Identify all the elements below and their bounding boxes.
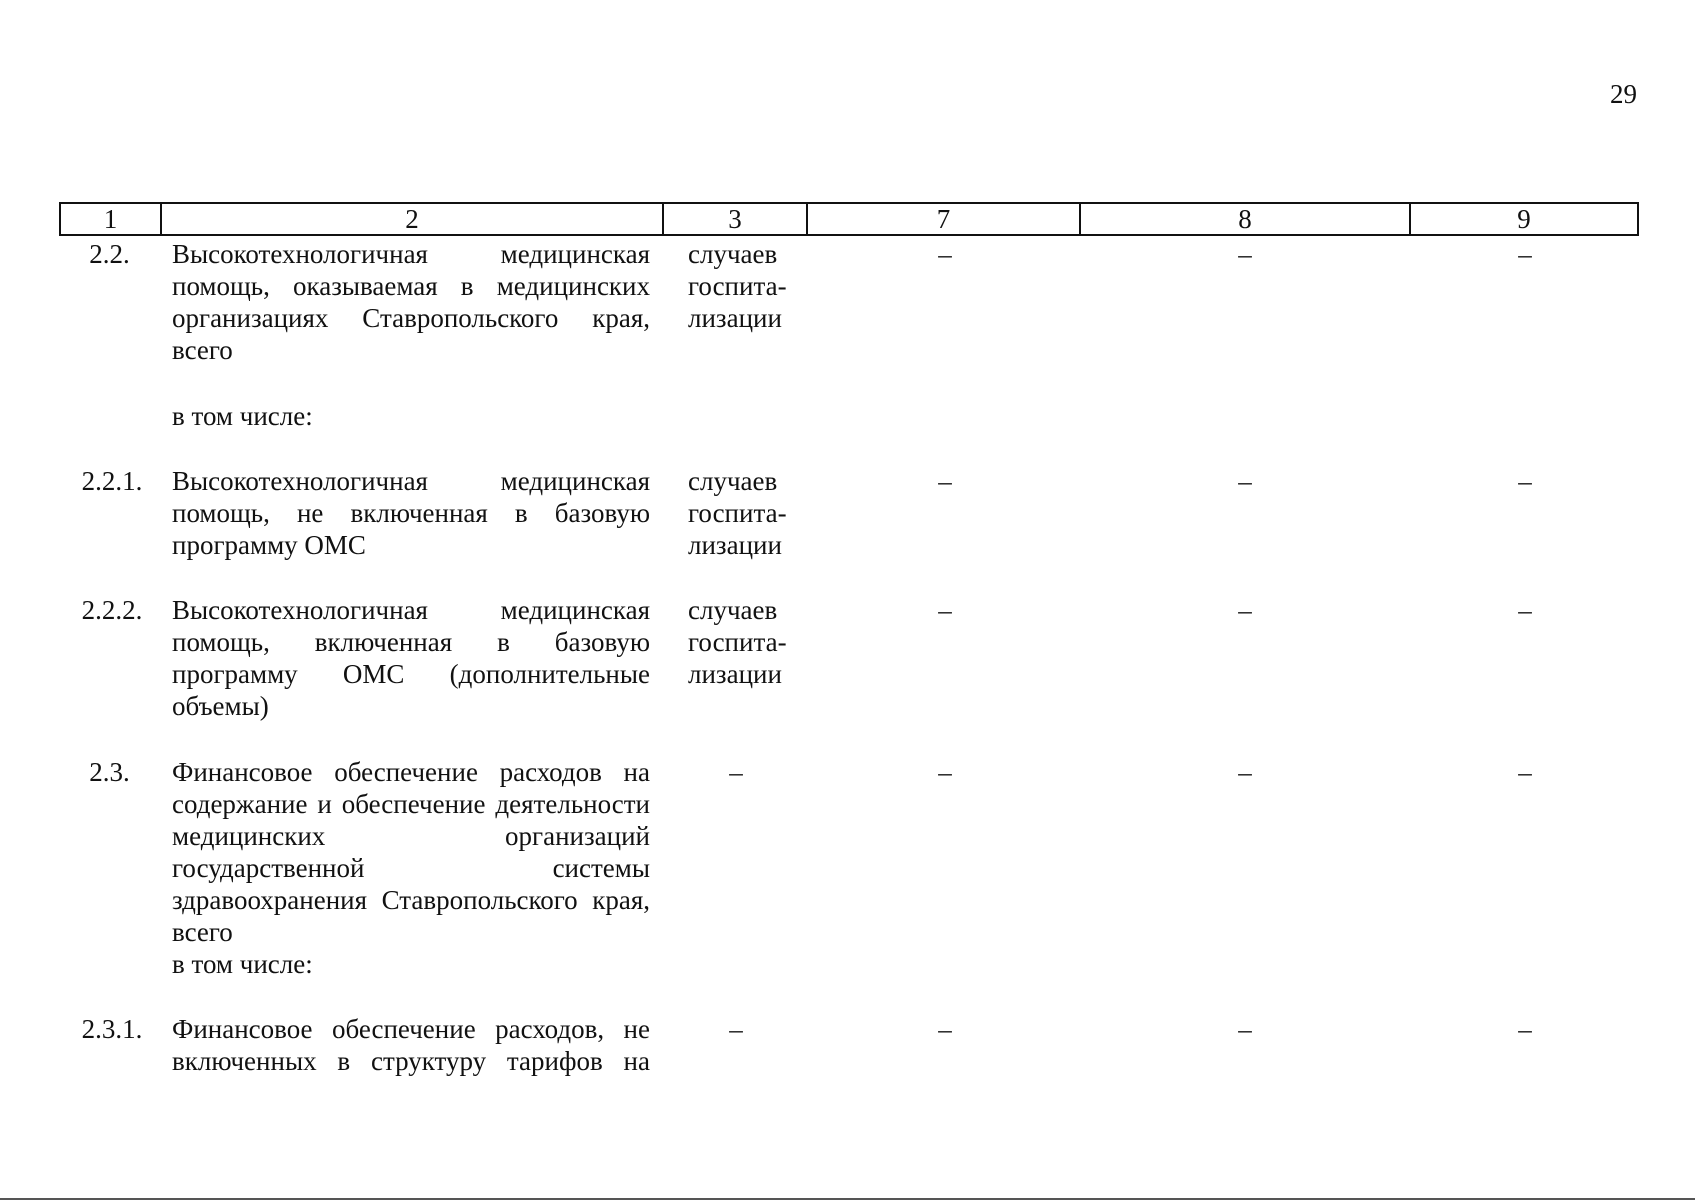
row-unit: случаев госпита- лизации	[688, 466, 787, 560]
row-col-9: –	[1518, 1014, 1532, 1044]
row-description: Высокотехнологичная медицинская помощь, оказываемая в медицинских организациях Ставропольского края, всего	[172, 239, 650, 365]
row-number: 2.3.	[89, 757, 130, 787]
row-description: Высокотехнологичная медицинская помощь, не включенная в базовую программу ОМС	[172, 466, 650, 560]
table-header	[59, 202, 1639, 236]
row-unit: случаев госпита- лизации	[688, 595, 787, 689]
row-col-7: –	[938, 466, 952, 496]
row-col-8: –	[1238, 1014, 1252, 1044]
row-description: Финансовое обеспечение расходов на содержание и обеспечение деятельности медицинских организаций государственной системы здравоохранения Ставропольского края, всего	[172, 757, 650, 947]
row-description: Высокотехнологичная медицинская помощь, включенная в базовую программу ОМС (дополнительные объемы)	[172, 595, 650, 721]
row-description: Финансовое обеспечение расходов, не включенных в структуру тарифов на	[172, 1014, 650, 1076]
subheading: в том числе:	[172, 401, 313, 431]
header-col-9: 9	[1517, 204, 1531, 234]
row-col-7: –	[938, 1014, 952, 1044]
row-col-7: –	[938, 595, 952, 625]
row-number: 2.2.1.	[81, 466, 143, 496]
subheading: в том числе:	[172, 949, 313, 979]
row-col-3: –	[729, 1014, 743, 1044]
row-number: 2.2.2.	[81, 595, 143, 625]
row-number: 2.3.1.	[81, 1014, 143, 1044]
row-col-8: –	[1238, 239, 1252, 269]
header-col-3: 3	[664, 204, 808, 234]
row-unit: случаев госпита- лизации	[688, 239, 787, 333]
header-col-8: 8	[1081, 204, 1411, 234]
row-col-8: –	[1238, 757, 1252, 787]
row-col-7: –	[938, 757, 952, 787]
page-number: 29	[1610, 79, 1637, 109]
row-col-3: –	[729, 757, 743, 787]
row-col-7: –	[938, 239, 952, 269]
row-col-9: –	[1518, 466, 1532, 496]
header-col-1: 1	[61, 204, 162, 234]
row-col-9: –	[1518, 239, 1532, 269]
row-col-8: –	[1238, 466, 1252, 496]
row-number: 2.2.	[89, 239, 130, 269]
row-col-9: –	[1518, 595, 1532, 625]
header-col-7: 7	[808, 204, 1081, 234]
row-col-8: –	[1238, 595, 1252, 625]
row-col-9: –	[1518, 757, 1532, 787]
header-col-2: 2	[162, 204, 664, 234]
